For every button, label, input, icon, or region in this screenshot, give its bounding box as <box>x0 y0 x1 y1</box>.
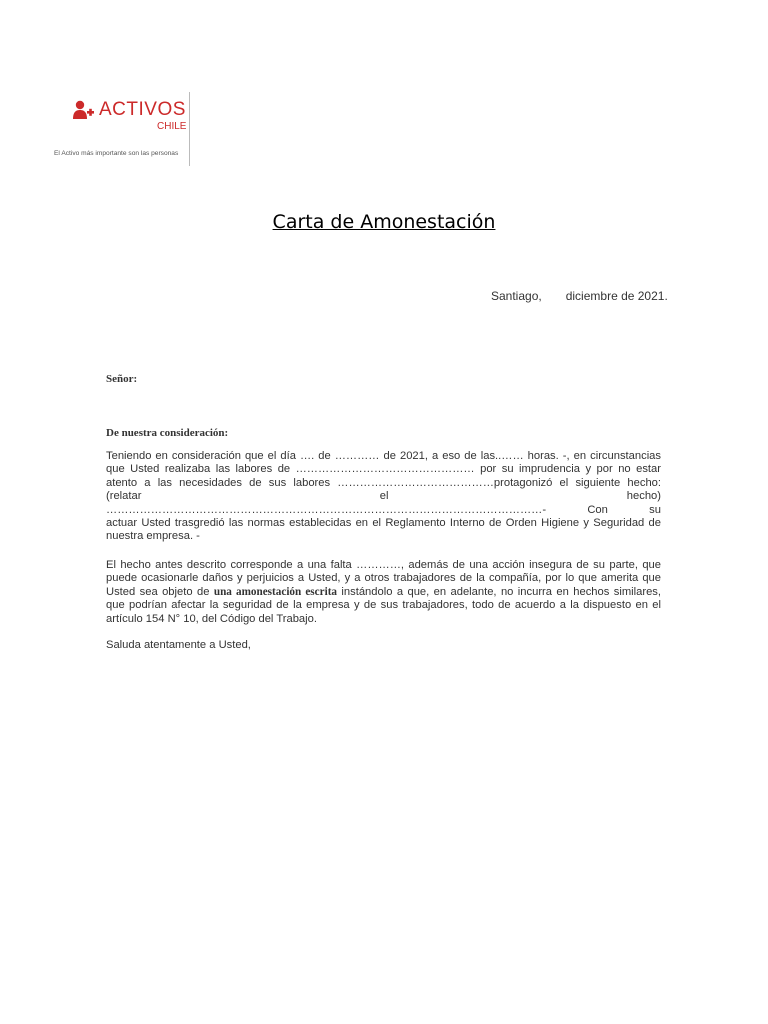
paragraph-line: Teniendo en consideración que el día …. de ………… de 2021, a eso de las..…… horas. -, en circunstancias <box>106 450 661 462</box>
logo-country: CHILE <box>157 121 187 132</box>
salutation: Señor: <box>106 373 138 385</box>
greeting: De nuestra consideración: <box>106 427 229 439</box>
logo-brand-name: ACTIVOS <box>99 99 186 120</box>
paragraph-line: El hecho antes descrito corresponde a una falta …………, además de una acción insegura de su parte, que <box>106 559 661 571</box>
emphasis-text: una amonestación escrita <box>213 585 338 598</box>
paragraph-line: puede ocasionarle daños y perjuicios a Usted, y a otros trabajadores de la compañía, por lo que amerita que <box>106 572 661 585</box>
paragraph-line: atento a las necesidades de sus labores ……………………………………protagonizó el siguiente hecho: <box>106 476 661 489</box>
logo-divider <box>189 92 190 166</box>
dateline <box>491 289 668 303</box>
letter-title: Carta de Amonestación <box>272 211 496 233</box>
line-text: instándolo a que, en adelante, no incurra en hechos similares, <box>337 585 661 598</box>
paragraph-line: ………………………………………………………………………………………………………- Con su <box>106 503 661 516</box>
paragraph-line: nuestra empresa. - <box>106 530 200 543</box>
paragraph-sanction <box>106 559 661 626</box>
company-logo <box>54 92 194 166</box>
date: diciembre de 2021. <box>565 289 668 303</box>
city: Santiago, <box>491 289 542 303</box>
paragraph-line <box>106 586 661 599</box>
line-text: Usted sea objeto de <box>106 585 214 598</box>
paragraph-incident <box>106 450 661 544</box>
closing: Saluda atentamente a Usted, <box>106 639 251 651</box>
paragraph-line: que podrían afectar la seguridad de la empresa y de sus trabajadores, todo de acuerdo a la dispuesto en el <box>106 599 661 612</box>
logo-tagline: El Activo más importante son las personas <box>54 150 179 157</box>
person-plus-icon <box>73 100 95 122</box>
paragraph-line: (relatar el hecho) <box>106 490 661 503</box>
paragraph-line: que Usted realizaba las labores de ………………………………………… por su imprudencia y por no estar <box>106 463 661 476</box>
paragraph-line: actuar Usted trasgredió las normas establecidas en el Reglamento Interno de Orden Higiene y Seguridad de <box>106 516 661 529</box>
paragraph-line: artículo 154 N° 10, del Código del Trabajo. <box>106 612 317 625</box>
